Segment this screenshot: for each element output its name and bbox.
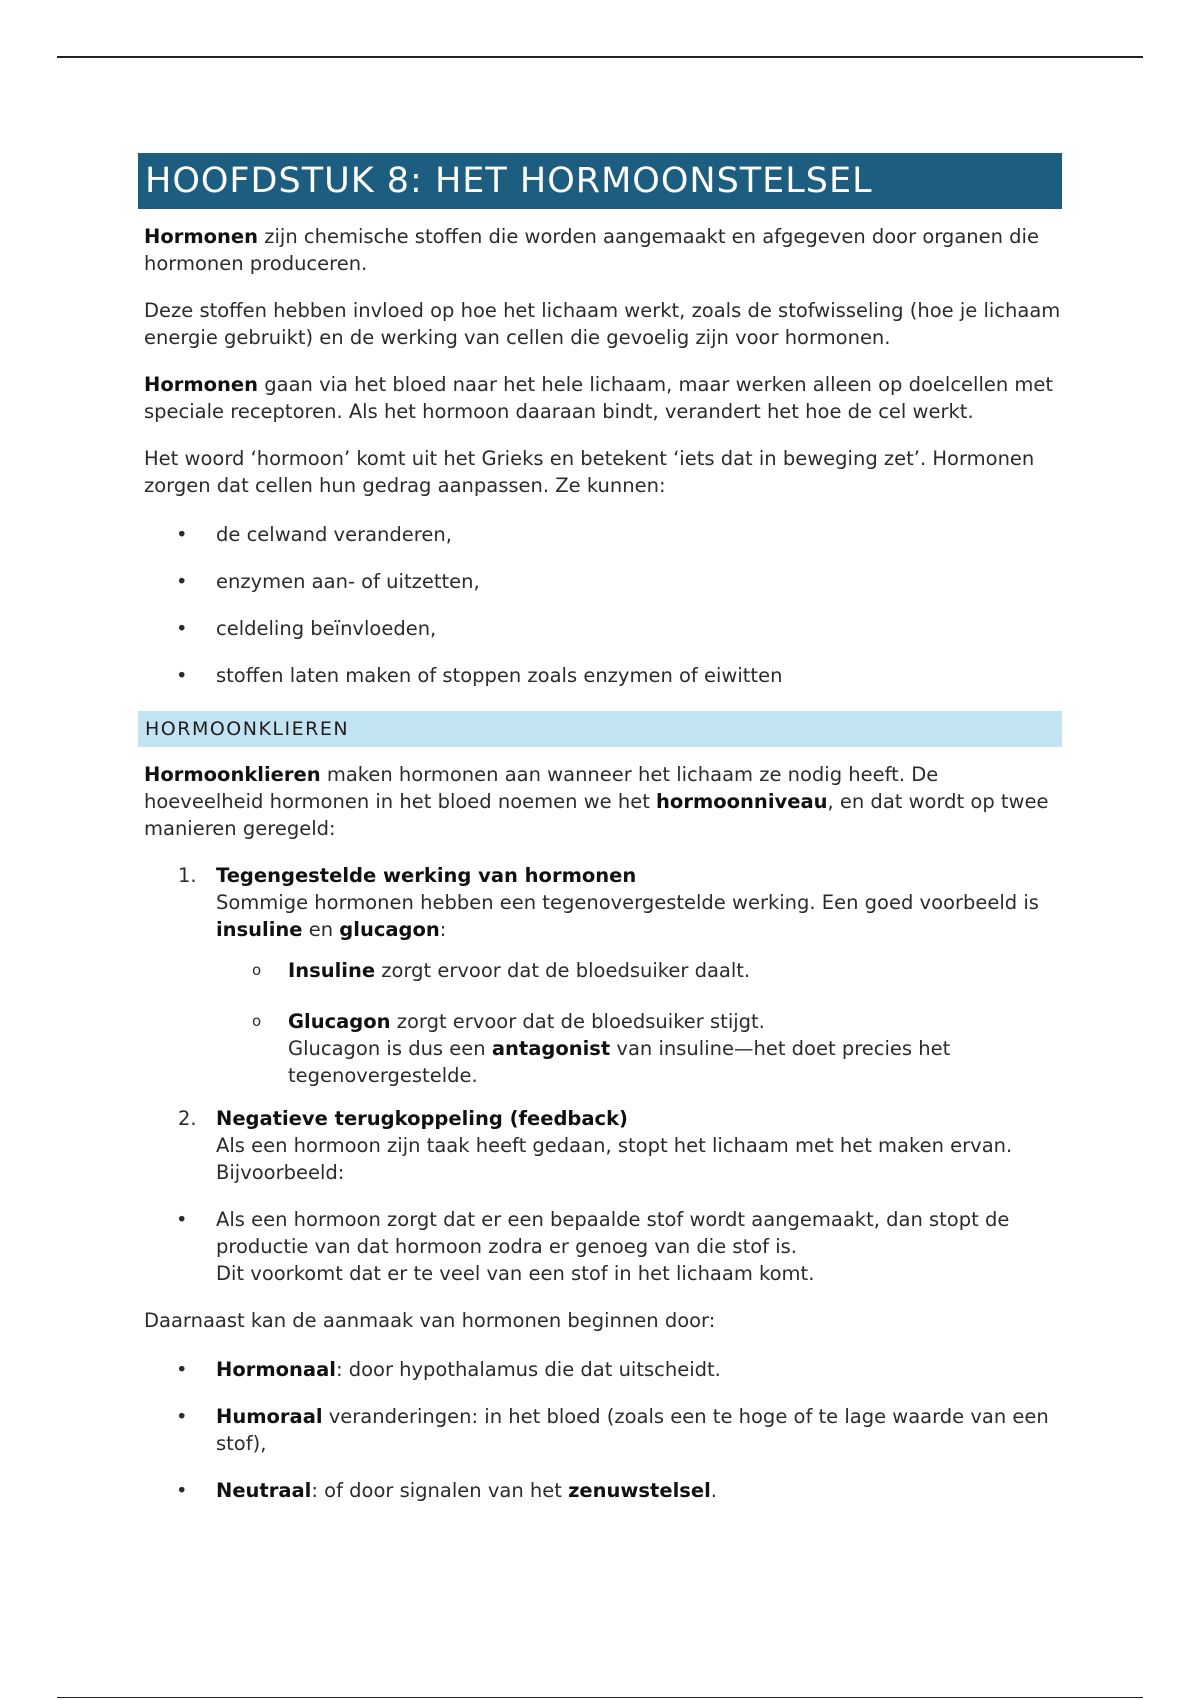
text: : of door signalen van het [311, 1479, 569, 1502]
list-item-text: de celwand veranderen, [216, 523, 452, 546]
bullet-marker: • [176, 1479, 188, 1502]
bullet-marker: • [176, 1208, 188, 1231]
bold-term: hormoonniveau [656, 790, 828, 813]
bold-term: insuline [216, 918, 303, 941]
intro-paragraph-2: Deze stoffen hebben invloed op hoe het lichaam werkt, zoals de stofwisseling (hoe je lichaam energie gebruikt) en de werking van cellen die gevoelig zijn voor hormonen. [144, 299, 1061, 349]
circle-marker: o [252, 1012, 262, 1030]
bold-term: Hormoonklieren [144, 763, 321, 786]
effects-list [138, 521, 1062, 689]
bold-term: Hormonaal [216, 1358, 336, 1381]
page-content [138, 153, 1062, 1524]
circle-marker: o [252, 961, 262, 979]
number-marker: 1. [178, 864, 197, 887]
number-marker: 2. [178, 1107, 197, 1130]
section-paragraph-1 [138, 761, 1062, 842]
text: van insuline—het doet precies het tegenovergestelde. [288, 1037, 951, 1087]
bullet-marker: • [176, 664, 188, 687]
bold-term: Glucagon [288, 1010, 391, 1033]
sub-list [138, 957, 1062, 1089]
list-item [138, 615, 1062, 642]
intro-paragraph-1 [138, 223, 1062, 277]
item-text [216, 889, 1062, 943]
item-text: Als een hormoon zijn taak heeft gedaan, stopt het lichaam met het maken ervan. Bijvoorbeeld: [216, 1134, 1013, 1184]
feedback-list [138, 1206, 1062, 1287]
numbered-item-2 [138, 1105, 1062, 1186]
text: veranderingen: in het bloed (zoals een te hoge of te lage waarde van een stof), [216, 1405, 1049, 1455]
bold-term: Insuline [288, 959, 376, 982]
list-item [138, 568, 1062, 595]
bold-term: Humoraal [216, 1405, 323, 1428]
text: zijn chemische stoffen die worden aangemaakt en afgegeven door organen die hormonen produceren. [144, 225, 1039, 275]
text: maken hormonen aan wanneer het lichaam ze nodig heeft. De hoeveelheid hormonen in het bloed noemen we het [144, 763, 939, 813]
bullet-marker: • [176, 570, 188, 593]
bold-term: antagonist [491, 1037, 611, 1060]
text: Glucagon is dus een [288, 1037, 492, 1060]
list-item [138, 1403, 1062, 1457]
text: zorgt ervoor dat de bloedsuiker daalt. [375, 959, 751, 982]
bottom-rule [57, 1697, 1143, 1698]
list-item-text: Als een hormoon zorgt dat er een bepaalde stof wordt aangemaakt, dan stopt de productie van dat hormoon zodra er genoeg van die stof is. [216, 1208, 1010, 1258]
intro-paragraph-4: Het woord ‘hormoon’ komt uit het Grieks en betekent ‘iets dat in beweging zet’. Hormonen zorgen dat cellen hun gedrag aanpassen. Ze kunnen: [144, 447, 1035, 497]
text: , en dat wordt op twee manieren geregeld: [144, 790, 1049, 840]
regulation-list [138, 862, 1062, 1186]
triggers-list [138, 1356, 1062, 1504]
text: gaan via het bloed naar het hele lichaam, maar werken alleen op doelcellen met speciale receptoren. Als het hormoon daaraan bindt, verandert het hoe de cel werkt. [144, 373, 1054, 423]
intro-paragraph-3 [138, 371, 1062, 425]
list-item [138, 1356, 1062, 1383]
item-title: Negatieve terugkoppeling (feedback) [216, 1107, 628, 1130]
item-title: Tegengestelde werking van hormonen [216, 864, 637, 887]
list-item [138, 1206, 1062, 1287]
numbered-item-1 [138, 862, 1062, 1089]
bold-term: Neutraal [216, 1479, 312, 1502]
list-item [138, 1477, 1062, 1504]
list-item-text: Dit voorkomt dat er te veel van een stof in het lichaam komt. [216, 1262, 815, 1285]
text: . [710, 1479, 717, 1502]
bold-term: Hormonen [144, 225, 259, 248]
text: : door hypothalamus die dat uitscheidt. [335, 1358, 721, 1381]
list-item-text: stoffen laten maken of stoppen zoals enzymen of eiwitten [216, 664, 783, 687]
bullet-marker: • [176, 523, 188, 546]
section-paragraph-2: Daarnaast kan de aanmaak van hormonen beginnen door: [144, 1309, 716, 1332]
sub-list-item [138, 1008, 1062, 1089]
list-item [138, 662, 1062, 689]
bullet-marker: • [176, 617, 188, 640]
bold-term: glucagon [339, 918, 440, 941]
text: zorgt ervoor dat de bloedsuiker stijgt. [390, 1010, 765, 1033]
text: : [439, 918, 447, 941]
section-heading: HORMOONKLIEREN [138, 711, 1062, 747]
list-item-text: celdeling beïnvloeden, [216, 617, 437, 640]
bold-term: Hormonen [144, 373, 259, 396]
chapter-heading: HOOFDSTUK 8: HET HORMOONSTELSEL [138, 153, 1062, 209]
text: Sommige hormonen hebben een tegenovergestelde werking. Een goed voorbeeld is [216, 891, 1039, 914]
top-rule [57, 56, 1143, 58]
bold-term: zenuwstelsel [568, 1479, 711, 1502]
text: en [302, 918, 340, 941]
sub-list-item [138, 957, 1062, 984]
bullet-marker: • [176, 1405, 188, 1428]
bullet-marker: • [176, 1358, 188, 1381]
list-item-text: enzymen aan- of uitzetten, [216, 570, 480, 593]
list-item [138, 521, 1062, 548]
